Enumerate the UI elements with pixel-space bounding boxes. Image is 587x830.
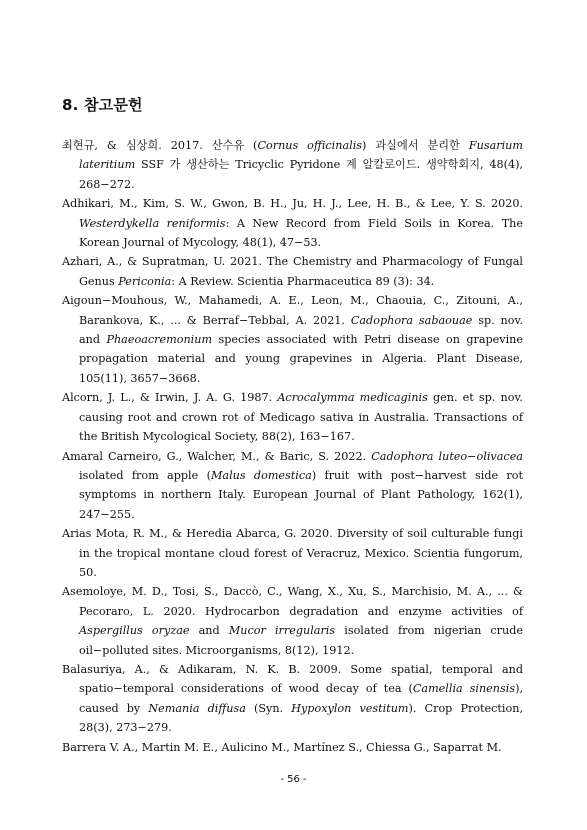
reference-text: SSF 가 생산하는 Tricyclic Pyridone 계 알칼로이드. 생약학회지, 48(4), 268−272. xyxy=(79,158,523,191)
reference-italic-text: Acrocalymma medicaginis xyxy=(277,391,428,405)
reference-italic-text: Hypoxylon vestitum xyxy=(291,701,409,715)
reference-text: 최현규, & 심상희. 2017. 산수유 ( xyxy=(62,139,258,152)
reference-entry xyxy=(62,136,523,194)
reference-entry xyxy=(62,252,523,291)
page-number: - 56 - xyxy=(280,774,307,785)
reference-italic-text: Periconia xyxy=(118,274,172,288)
reference-text: species associated with Petri disease on grapevine propagation material and young grapevines in Algeria. Plant Disease, 105(11), 3657−3668. xyxy=(79,333,524,385)
reference-text: ). Crop Protection, 28(3), 273−279. xyxy=(79,701,524,735)
reference-italic-text: Mucor irregularis xyxy=(228,624,336,638)
reference-italic-text: Cadophora sabaouae xyxy=(350,313,473,327)
reference-text: Azhari, A., & Supratman, U. 2021. The Chemistry and Pharmacology of Fungal Genus xyxy=(62,255,523,288)
reference-text: : A New Record from Field Soils in Korea. The Korean Journal of Mycology, 48(1), 47−53. xyxy=(79,216,523,250)
reference-text: Amaral Carneiro, G., Walcher, M., & Baric, S. 2022. xyxy=(62,449,372,463)
reference-entry xyxy=(62,524,523,582)
reference-italic-text: Westerdykella reniformis xyxy=(79,216,226,230)
reference-text: (Syn. xyxy=(245,701,292,715)
reference-text: isolated from apple ( xyxy=(79,468,211,482)
reference-text: ) fruit with post−harvest side rot symptoms in northern Italy. European Journal of Plant Pathology, 162(1), 247−255. xyxy=(79,468,524,521)
reference-entry xyxy=(62,194,523,252)
reference-text: ) 과실에서 분리한 xyxy=(362,139,469,152)
reference-entry xyxy=(62,660,523,738)
reference-italic-text: Fusarium lateritium xyxy=(79,139,523,172)
reference-text: and xyxy=(189,624,229,638)
reference-text: isolated from nigerian crude oil−polluted sites. Microorganisms, 8(12), 1912. xyxy=(79,624,524,657)
reference-text: sp. nov. and xyxy=(79,313,524,347)
reference-italic-text: Phaeoacremonium xyxy=(106,333,213,347)
reference-text: Adhikari, M., Kim, S. W., Gwon, B. H., Ju, H. J., Lee, H. B., & Lee, Y. S. 2020. xyxy=(62,197,523,211)
reference-text: Balasuriya, A., & Adikaram, N. K. B. 2009. Some spatial, temporal and spatio−temporal considerations of wood decay of tea ( xyxy=(62,662,523,696)
reference-text: Alcorn, J. L., & Irwin, J. A. G. 1987. xyxy=(62,391,278,405)
reference-text: : A Review. Scientia Pharmaceutica 89 (3): 34. xyxy=(171,274,435,288)
reference-italic-text: Cadophora luteo−olivacea xyxy=(371,449,523,463)
reference-text: Aigoun−Mouhous, W., Mahamedi, A. E., Leon, M., Chaouia, C., Zitouni, A., Barankova, K., ... & Berraf−Tebbal, A. 2021. xyxy=(62,294,523,327)
reference-text: Arias Mota, R. M., & Heredia Abarca, G. 2020. Diversity of soil culturable fungi in the tropical montane cloud forest of Veracruz, Mexico. Scientia fungorum, 50. xyxy=(62,527,523,579)
reference-italic-text: Aspergillus oryzae xyxy=(79,624,190,638)
reference-text: Asemoloye, M. D., Tosi, S., Daccò, C., Wang, X., Xu, S., Marchisio, M. A., ... & Pecoraro, L. 2020. Hydrocarbon degradation and enzyme activities of xyxy=(62,585,523,618)
reference-entry xyxy=(62,291,523,388)
reference-entry xyxy=(62,447,523,525)
reference-entry xyxy=(62,582,523,660)
reference-entry xyxy=(62,388,523,446)
reference-italic-text: Malus domestica xyxy=(210,468,312,482)
reference-entry xyxy=(62,738,523,757)
reference-italic-text: Nemania diffusa xyxy=(148,701,246,715)
reference-italic-text: Camellia sinensis xyxy=(412,682,516,696)
reference-italic-text: Cornus officinalis xyxy=(257,139,363,152)
reference-text: Barrera V. A., Martin M. E., Aulicino M., Martínez S., Chiessa G., Saparrat M. xyxy=(62,740,502,754)
reference-list xyxy=(62,136,523,757)
reference-text: gen. et sp. nov. causing root and crown rot of Medicago sativa in Australia. Transactions of the British Mycological Society, 88(2), 163−167. xyxy=(79,391,523,444)
reference-text: ), caused by xyxy=(79,682,523,715)
section-heading: 8. 참고문헌 xyxy=(62,96,143,114)
